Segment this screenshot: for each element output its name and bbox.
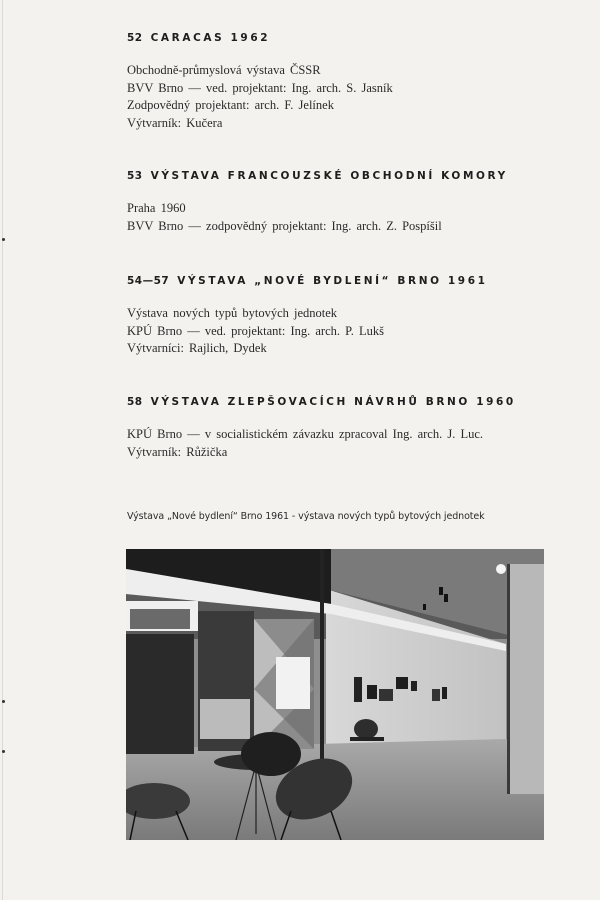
entry-heading	[127, 170, 547, 182]
detail-line: BVV Brno — zodpovědný projektant: Ing. arch. Z. Pospíšil	[127, 218, 442, 233]
binding-mark	[2, 700, 5, 703]
binding-mark	[2, 238, 5, 241]
detail-line: KPÚ Brno — ved. projektant: Ing. arch. P. Lukš	[127, 323, 384, 338]
entry-53	[127, 170, 547, 235]
entry-number: 54—57	[127, 275, 170, 287]
entry-title: VÝSTAVA „NOVÉ BYDLENÍ“ BRNO 1961	[177, 275, 488, 287]
entry-title: VÝSTAVA FRANCOUZSKÉ OBCHODNÍ KOMORY	[150, 170, 508, 182]
detail-line: Obchodně-průmyslová výstava ČSSR	[127, 63, 321, 77]
entry-number: 58	[127, 396, 143, 408]
entry-details	[127, 305, 547, 358]
binding-mark	[2, 750, 5, 753]
exhibition-photo	[126, 549, 544, 840]
page-edge	[2, 0, 3, 900]
entry-title: VÝSTAVA ZLEPŠOVACÍCH NÁVRHŮ BRNO 1960	[150, 396, 516, 408]
figure-caption: Výstava „Nové bydlení“ Brno 1961 - výstava nových typů bytových jednotek	[127, 511, 485, 522]
entry-number: 52	[127, 32, 143, 44]
entry-54-57	[127, 275, 547, 358]
entry-details	[127, 200, 547, 235]
entry-heading	[127, 275, 547, 287]
photo-illustration	[126, 549, 544, 840]
detail-line: Výtvarník: Růžička	[127, 444, 228, 459]
detail-line: Výstava nových typů bytových jednotek	[127, 306, 338, 320]
detail-line: BVV Brno — ved. projektant: Ing. arch. S. Jasník	[127, 80, 393, 95]
entry-58	[127, 396, 547, 461]
entry-number: 53	[127, 170, 143, 182]
detail-line: Praha 1960	[127, 201, 186, 215]
entry-details	[127, 62, 547, 132]
entry-details	[127, 426, 547, 461]
detail-line: KPÚ Brno — v socialistickém závazku zpracoval Ing. arch. J. Luc.	[127, 427, 484, 441]
entry-heading	[127, 32, 547, 44]
entry-title: CARACAS 1962	[150, 32, 271, 44]
detail-line: Zodpovědný projektant: arch. F. Jelínek	[127, 98, 334, 112]
detail-line: Výtvarník: Kučera	[127, 115, 223, 130]
detail-line: Výtvarníci: Rajlich, Dydek	[127, 341, 267, 355]
entry-52	[127, 32, 547, 132]
entry-heading	[127, 396, 547, 408]
